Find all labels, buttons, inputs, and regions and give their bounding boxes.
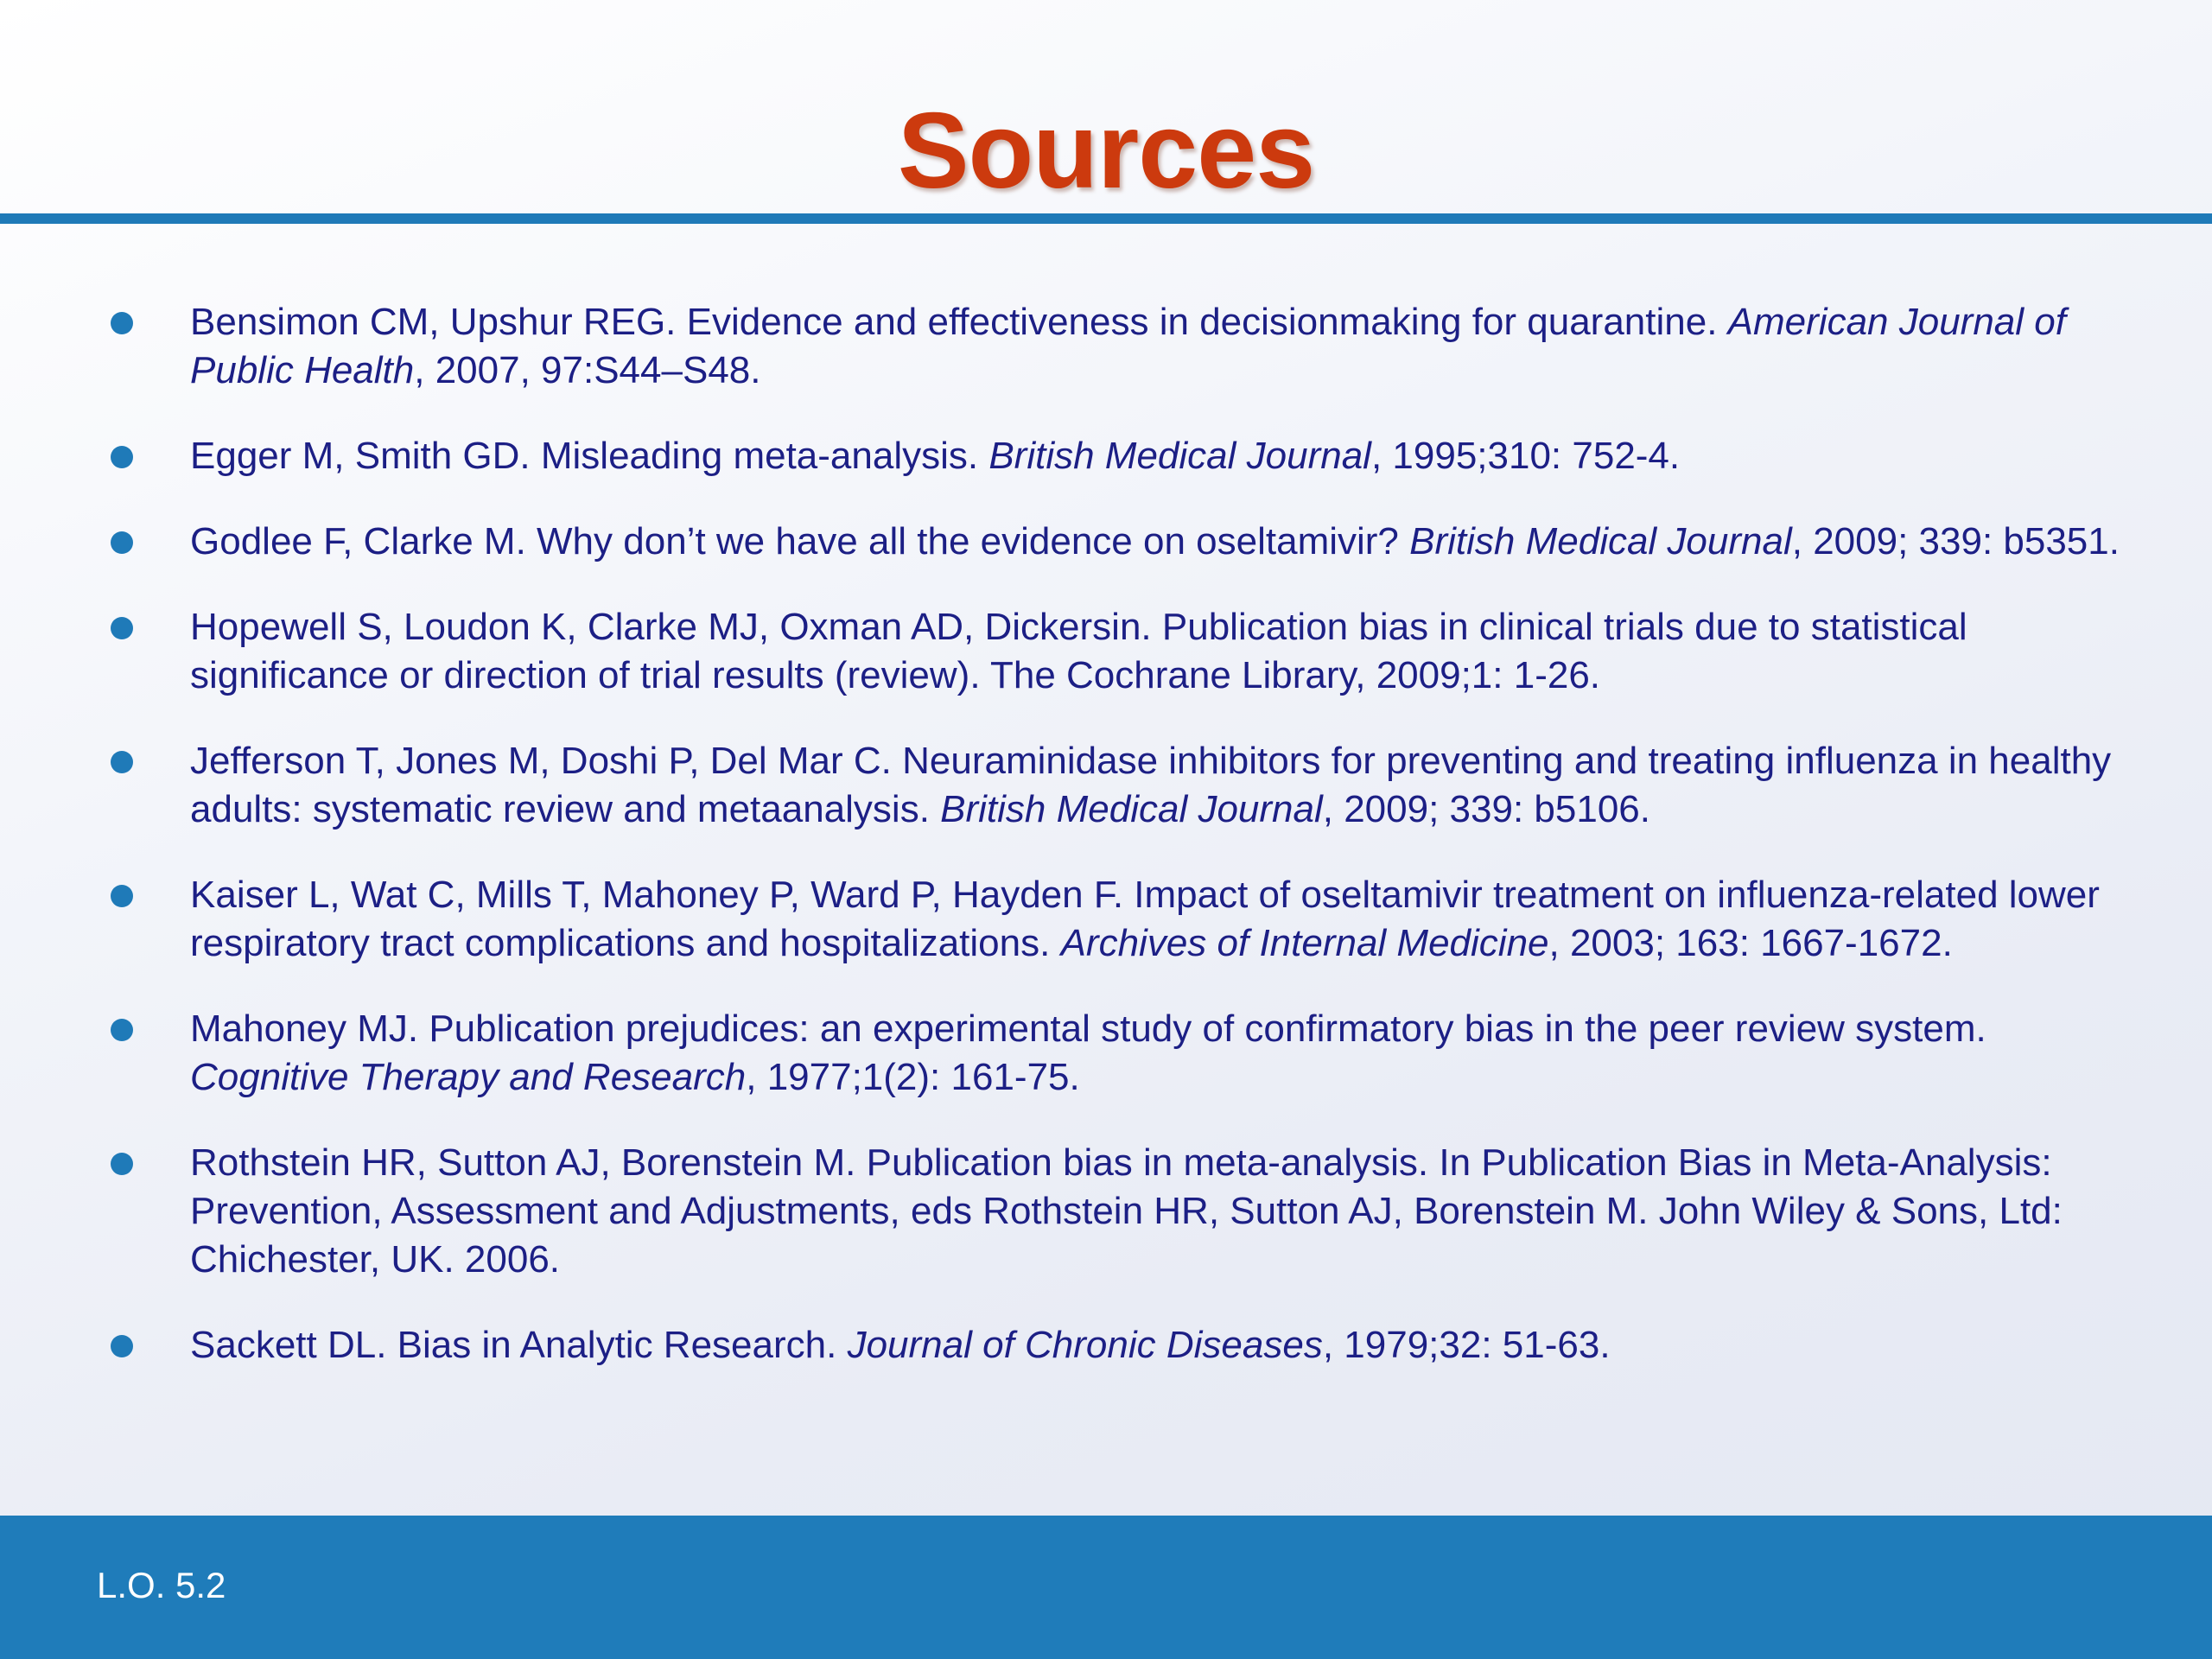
reference-text (190, 1321, 2126, 1370)
reference-text (190, 871, 2126, 968)
reference-list (0, 298, 2212, 1407)
reference-lead: Mahoney MJ. Publication prejudices: an experimental study of confirmatory bias in the peer review system. (190, 1007, 1986, 1050)
bullet-icon (111, 1019, 133, 1041)
reference-journal: British Medical Journal (1409, 520, 1792, 563)
reference-lead: Bensimon CM, Upshur REG. Evidence and effectiveness in decisionmaking for quarantine. (190, 301, 1728, 343)
reference-journal: Journal of Chronic Diseases (847, 1324, 1323, 1366)
reference-item (0, 298, 2212, 395)
reference-lead: Godlee F, Clarke M. Why don’t we have all the evidence on oseltamivir? (190, 520, 1410, 563)
bullet-icon (111, 617, 133, 639)
reference-tail: , 1977;1(2): 161-75. (746, 1056, 1080, 1098)
reference-journal: British Medical Journal (988, 435, 1371, 477)
title-divider (0, 213, 2212, 224)
reference-item (0, 1005, 2212, 1102)
reference-tail: , 1995;310: 752-4. (1370, 435, 1681, 477)
slide-title: Sources (897, 92, 1315, 211)
reference-lead: Hopewell S, Loudon K, Clarke MJ, Oxman AD, Dickersin. Publication bias in clinical trials due to statistical significance or direction of trial results (review). The Cochrane Library, 2009;1: 1-26. (190, 606, 1967, 696)
bullet-icon (111, 531, 133, 554)
reference-tail: , 1979;32: 51-63. (1322, 1324, 1611, 1366)
reference-lead: Egger M, Smith GD. Misleading meta-analysis. (190, 435, 989, 477)
reference-journal: American Journal of Public Health (190, 301, 2066, 391)
reference-text (190, 518, 2126, 566)
reference-text (190, 1005, 2126, 1102)
reference-text (190, 737, 2126, 834)
reference-item (0, 432, 2212, 480)
bullet-icon (111, 751, 133, 773)
bullet-icon (111, 446, 133, 468)
reference-lead: Rothstein HR, Sutton AJ, Borenstein M. Publication bias in meta-analysis. In Publication Bias in Meta-Analysis: Prevention, Assessment and Adjustments, eds Rothstein HR, Sutton AJ, Borenstein M. John Wiley & Sons, Ltd: Chichester, UK. 2006. (190, 1141, 2063, 1281)
reference-tail: , 2003; 163: 1667-1672. (1548, 922, 1953, 964)
bullet-icon (111, 312, 133, 334)
reference-journal: British Medical Journal (940, 788, 1323, 830)
reference-journal: Archives of Internal Medicine (1060, 922, 1549, 964)
bullet-icon (111, 1335, 133, 1357)
reference-text (190, 432, 2126, 480)
reference-item (0, 1321, 2212, 1370)
reference-item (0, 871, 2212, 968)
reference-tail: , 2007, 97:S44–S48. (414, 349, 761, 391)
reference-tail: , 2009; 339: b5351. (1791, 520, 2120, 563)
bullet-icon (111, 885, 133, 907)
bullet-icon (111, 1153, 133, 1175)
reference-text (190, 603, 2126, 700)
reference-item (0, 737, 2212, 834)
reference-item (0, 518, 2212, 566)
reference-lead: Kaiser L, Wat C, Mills T, Mahoney P, Ward P, Hayden F. Impact of oseltamivir treatment on influenza-related lower respiratory tract complications and hospitalizations. (190, 874, 2100, 964)
reference-lead: Jefferson T, Jones M, Doshi P, Del Mar C. Neuraminidase inhibitors for preventing and treating influenza in healthy adults: systematic review and metaanalysis. (190, 740, 2112, 830)
reference-tail: , 2009; 339: b5106. (1322, 788, 1650, 830)
reference-text (190, 1139, 2126, 1284)
reference-lead: Sackett DL. Bias in Analytic Research. (190, 1324, 848, 1366)
reference-text (190, 298, 2126, 395)
reference-item (0, 603, 2212, 700)
footer-bar (0, 1516, 2212, 1659)
reference-journal: Cognitive Therapy and Research (190, 1056, 747, 1098)
reference-item (0, 1139, 2212, 1284)
learning-objective-label: L.O. 5.2 (97, 1565, 226, 1605)
